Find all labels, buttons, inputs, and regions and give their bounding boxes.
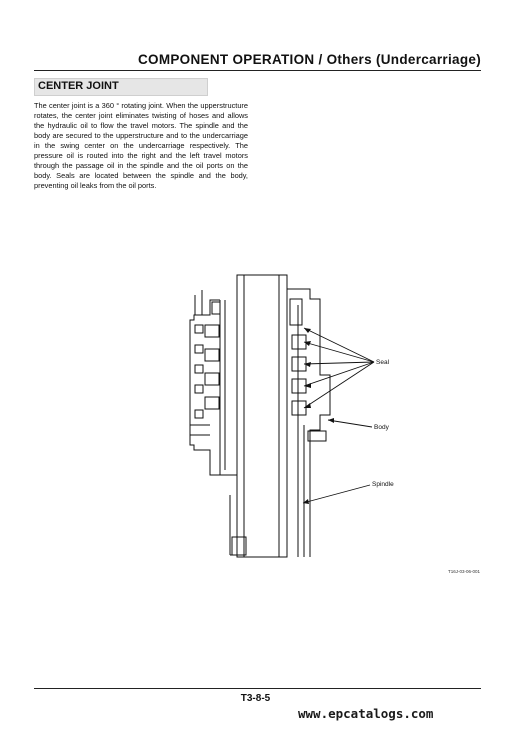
body-callout-label: Body [374, 424, 389, 431]
section-heading-box [34, 78, 208, 96]
header-rule [34, 70, 481, 71]
figure-id: T16J-03-06-001 [448, 569, 481, 574]
body-leader-line [328, 420, 372, 427]
page-header: COMPONENT OPERATION / Others (Undercarriage) [137, 52, 481, 67]
housing-drawing [190, 290, 220, 475]
spindle-callout-label: Spindle [372, 481, 394, 488]
page-number: T3-8-5 [240, 693, 271, 704]
spindle-drawing [220, 275, 287, 557]
seal-callout-label: Seal [376, 359, 390, 366]
footer-rule [34, 688, 481, 689]
seal-leader-lines [304, 328, 374, 408]
center-joint-diagram [180, 265, 490, 585]
section-title: CENTER JOINT [38, 80, 119, 92]
watermark-text: www.epcatalogs.com [298, 706, 434, 721]
section-body-text: The center joint is a 360 ° rotating joint. When the upperstructure rotates, the center joint eliminates twisting of hoses and allows the hydraulic oil to flow the travel motors. The spindle and the body are secured to the upperstructure and to the undercarriage in the swing center on the undercarriage respectively. The pressure oil is routed into the right and the left travel motors through the passage oil in the spindle and the oil ports on the body. Seals are located between the spindle and the body, preventing oil leaks from the oil ports. [34, 101, 248, 190]
spindle-leader-line [303, 485, 370, 503]
arrowheads [303, 328, 334, 504]
